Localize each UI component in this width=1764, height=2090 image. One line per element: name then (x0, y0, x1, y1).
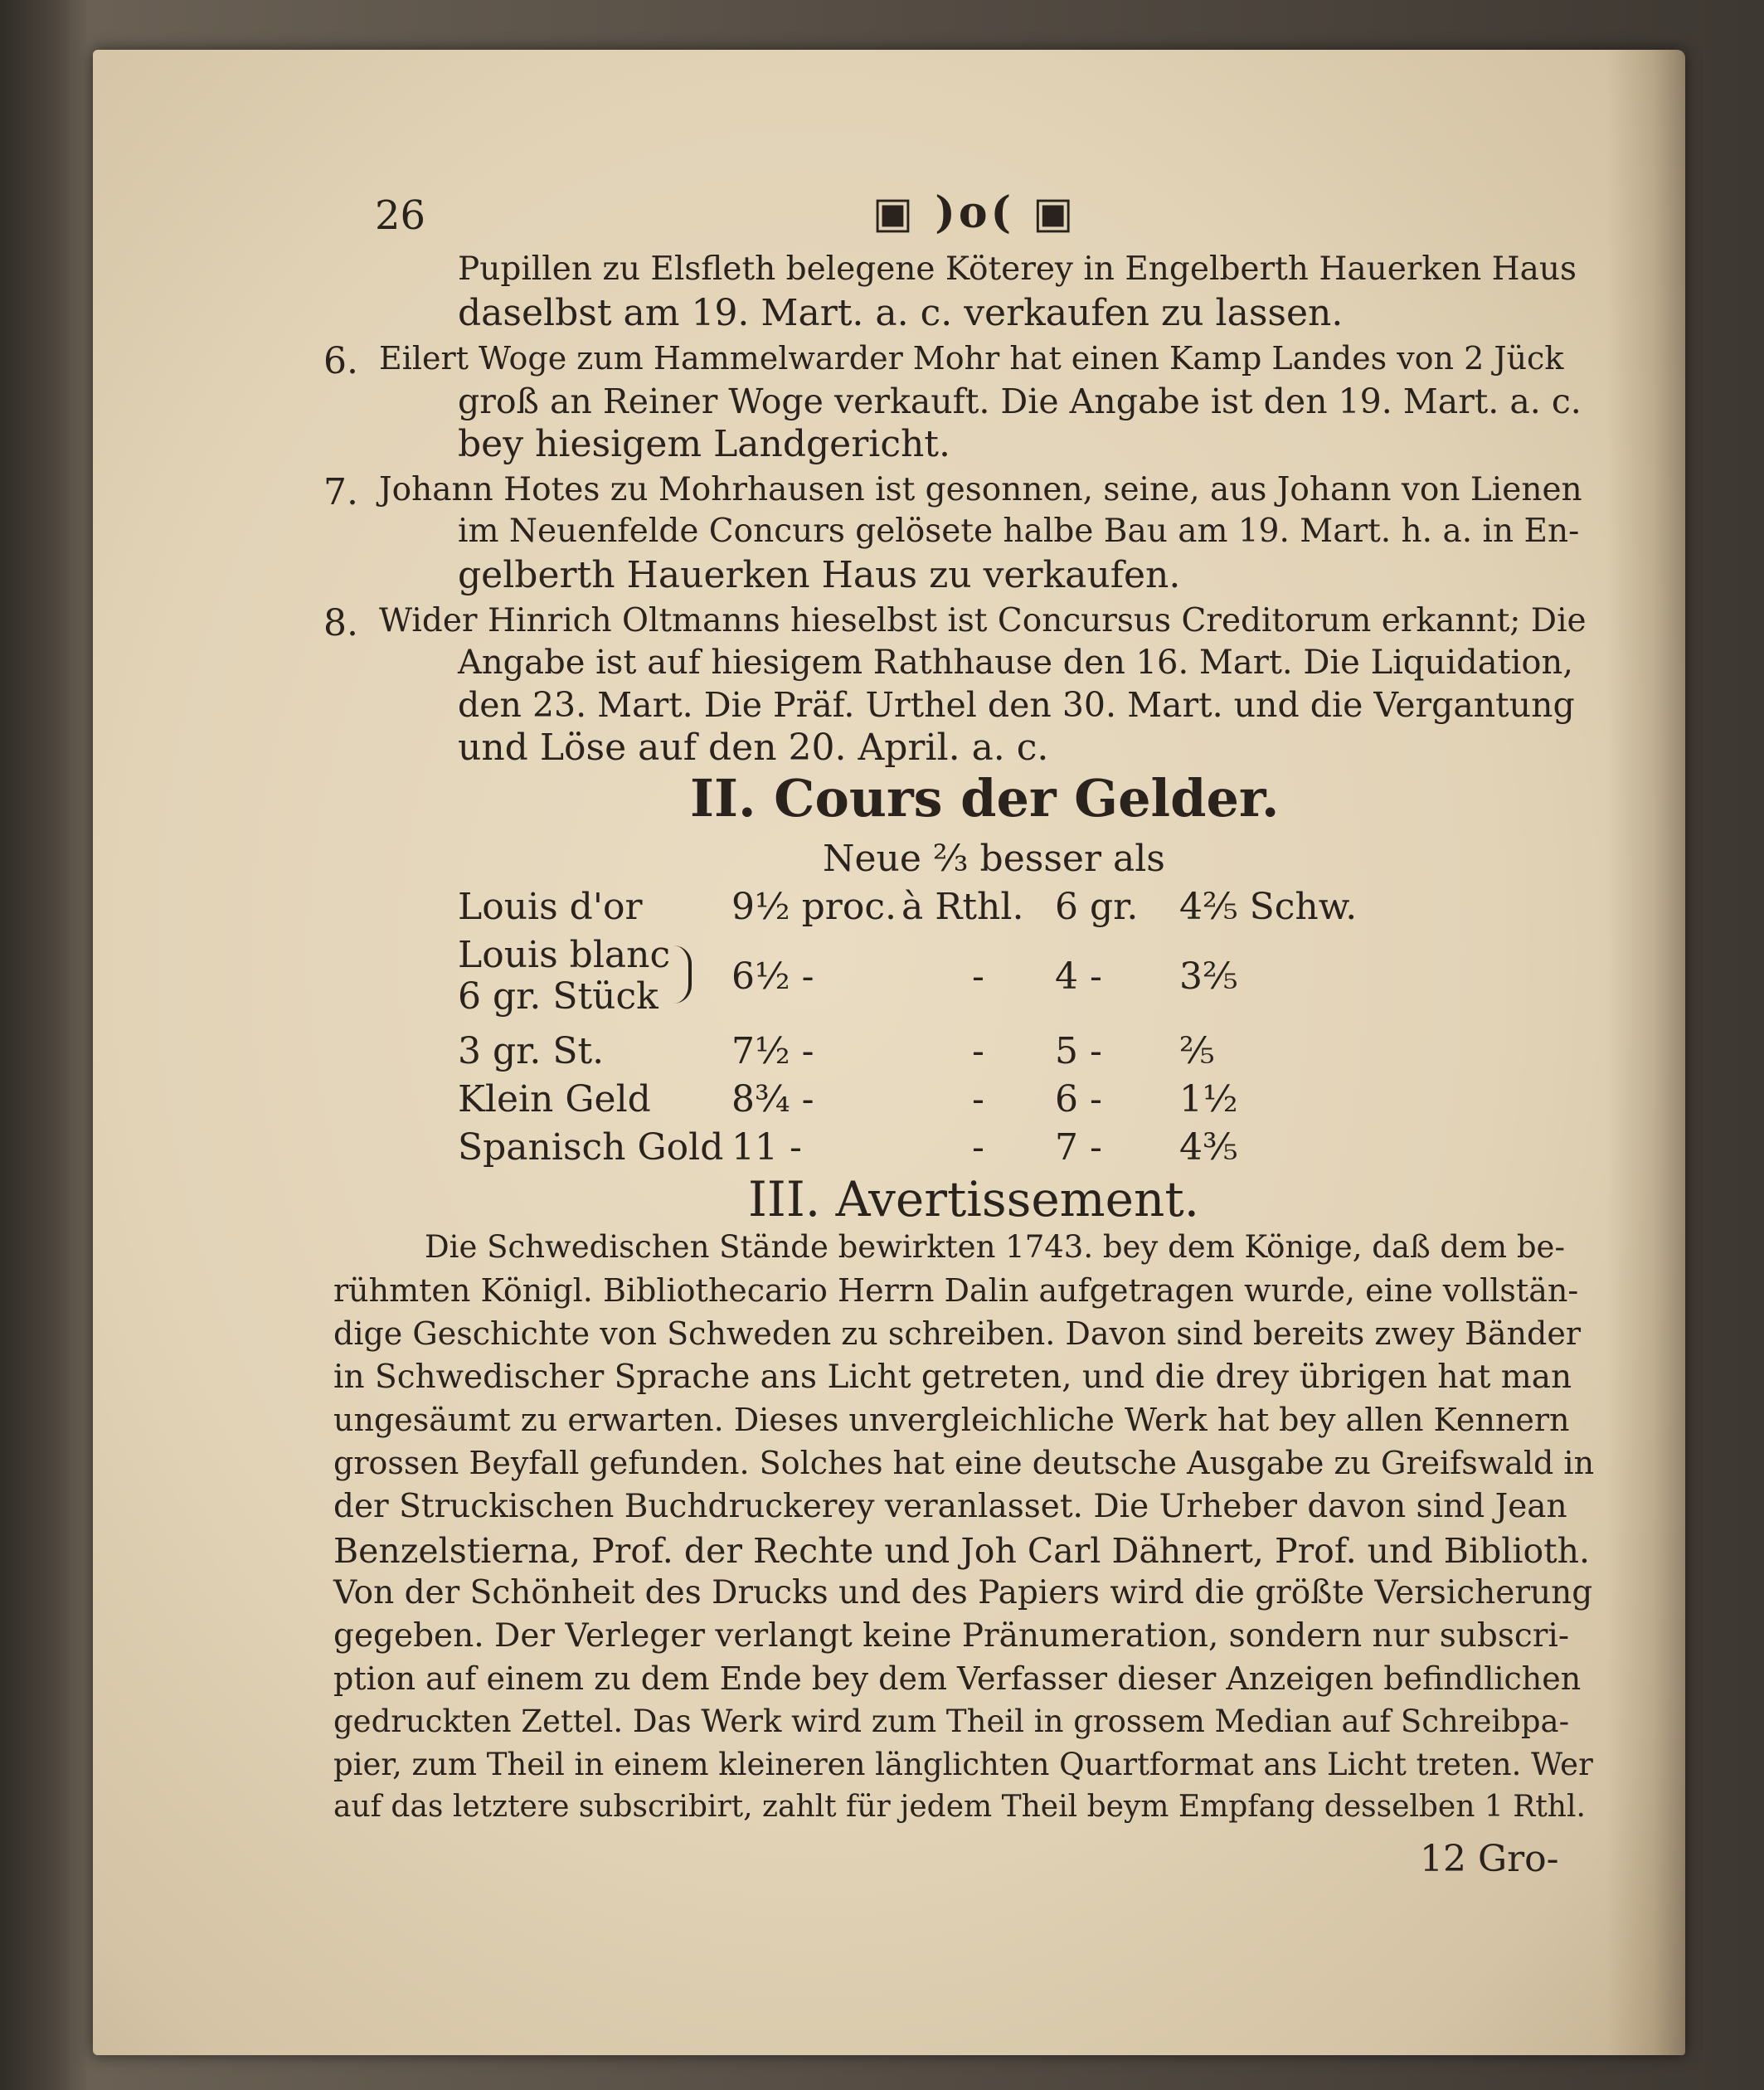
paragraph-line: ungesäumt zu erwarten. Dieses unvergleichliche Werk hat bey allen Kennern (333, 1402, 1570, 1438)
rates-coin: Louis d'or (458, 886, 643, 928)
rates-gr: 4 - (1055, 955, 1102, 998)
paragraph-line: pier, zum Theil in einem kleineren länglichten Quartformat ans Licht treten. Wer (333, 1747, 1593, 1782)
paragraph-line: ption auf einem zu dem Ende bey dem Verfasser dieser Anzeigen befindlichen (333, 1660, 1582, 1697)
notice-number: 8. (323, 602, 358, 644)
rates-coin: 3 gr. St. (458, 1030, 605, 1072)
paragraph-line: rühmten Königl. Bibliothecario Herrn Dalin aufgetragen wurde, eine vollstän- (333, 1272, 1579, 1309)
paragraph-line: dige Geschichte von Schweden zu schreiben. Davon sind bereits zwey Bänder (333, 1315, 1582, 1352)
rates-schw: 4⅗ (1179, 1126, 1238, 1169)
rates-schw: 1½ (1179, 1078, 1238, 1120)
notice-intro-line: daselbst am 19. Mart. a. c. verkaufen zu lassen. (458, 292, 1344, 334)
paragraph-line: Die Schwedischen Stände bewirkten 1743. bey dem Könige, daß dem be- (425, 1229, 1565, 1265)
paragraph-line: der Struckischen Buchdruckerey veranlasset. Die Urheber davon sind Jean (333, 1488, 1567, 1525)
rates-proc: 6½ - (731, 955, 814, 998)
rates-per: - (972, 1126, 984, 1169)
paragraph-line: Von der Schönheit des Drucks und des Papiers wird die größte Versicherung (333, 1574, 1593, 1611)
rates-coin: Louis blanc (458, 934, 671, 976)
rates-proc: 7½ - (731, 1030, 814, 1072)
notice-line: den 23. Mart. Die Präf. Urthel den 30. Mart. und die Vergantung (458, 685, 1575, 725)
book-page (93, 50, 1685, 2055)
rates-coin-second-line: 6 gr. Stück (458, 975, 658, 1018)
rates-per: - (972, 1030, 984, 1072)
notice-line: Johann Hotes zu Mohrhausen ist gesonnen, seine, aus Johann von Lienen (379, 471, 1582, 508)
catchword: 12 Gro- (1420, 1838, 1559, 1880)
paragraph-line: Benzelstierna, Prof. der Rechte und Joh Carl Dähnert, Prof. und Biblioth. (333, 1531, 1591, 1571)
rates-per: à Rthl. (901, 886, 1024, 928)
rates-proc: 11 - (731, 1126, 802, 1169)
paragraph-line: in Schwedischer Sprache ans Licht getreten, und die drey übrigen hat man (333, 1358, 1572, 1396)
rates-coin: Spanisch Gold (458, 1126, 724, 1169)
rates-per: - (972, 955, 984, 998)
rates-schw: 4⅖ Schw. (1179, 886, 1358, 928)
rates-gr: 6 gr. (1055, 886, 1139, 928)
rates-schw: 3⅖ (1179, 955, 1238, 998)
brace-mark (673, 945, 692, 1004)
rates-heading: II. Cours der Gelder. (690, 768, 1280, 829)
paragraph-line: grossen Beyfall gefunden. Solches hat eine deutsche Ausgabe zu Greifswald in (333, 1445, 1595, 1481)
notice-line: im Neuenfelde Concurs gelösete halbe Bau am 19. Mart. h. a. in En- (458, 513, 1580, 550)
notice-line: bey hiesigem Landgericht. (458, 423, 950, 465)
notice-line: und Löse auf den 20. April. a. c. (458, 727, 1049, 769)
paragraph-line: gedruckten Zettel. Das Werk wird zum Theil in grossem Median auf Schreibpa- (333, 1704, 1570, 1739)
rates-gr: 6 - (1055, 1078, 1102, 1120)
notice-line: Wider Hinrich Oltmanns hieselbst ist Concursus Creditorum erkannt; Die (379, 602, 1587, 639)
paragraph-line: gegeben. Der Verleger verlangt keine Pränumeration, sondern nur subscri- (333, 1617, 1569, 1655)
rates-proc: 8¾ - (731, 1078, 814, 1120)
notice-line: Eilert Woge zum Hammelwarder Mohr hat einen Kamp Landes von 2 Jück (379, 340, 1564, 377)
rates-per: - (972, 1078, 984, 1120)
rates-proc: 9½ proc. (731, 886, 897, 928)
page-number: 26 (375, 192, 426, 239)
paragraph-line: auf das letztere subscribirt, zahlt für jedem Theil beym Empfang desselben 1 Rthl. (333, 1790, 1586, 1824)
rates-gr: 7 - (1055, 1126, 1102, 1169)
notice-intro-line: Pupillen zu Elsfleth belegene Köterey in Engelberth Hauerken Haus (458, 250, 1577, 288)
notice-line: Angabe ist auf hiesigem Rathhause den 16. Mart. Die Liquidation, (458, 644, 1573, 682)
notice-line: gelberth Hauerken Haus zu verkaufen. (458, 554, 1181, 596)
page-edge-shadow (1606, 50, 1685, 2055)
rates-schw: ⅖ (1179, 1030, 1215, 1072)
notice-line: groß an Reiner Woge verkauft. Die Angabe ist den 19. Mart. a. c. (458, 382, 1582, 421)
avertissement-heading: III. Avertissement. (748, 1171, 1200, 1227)
rates-coin: Klein Geld (458, 1078, 651, 1120)
running-head: ▣ )o( ▣ (872, 187, 1077, 238)
notice-number: 7. (323, 471, 358, 513)
notice-number: 6. (323, 340, 358, 382)
rates-subheading: Neue ⅔ besser als (823, 838, 1165, 880)
rates-gr: 5 - (1055, 1030, 1102, 1072)
